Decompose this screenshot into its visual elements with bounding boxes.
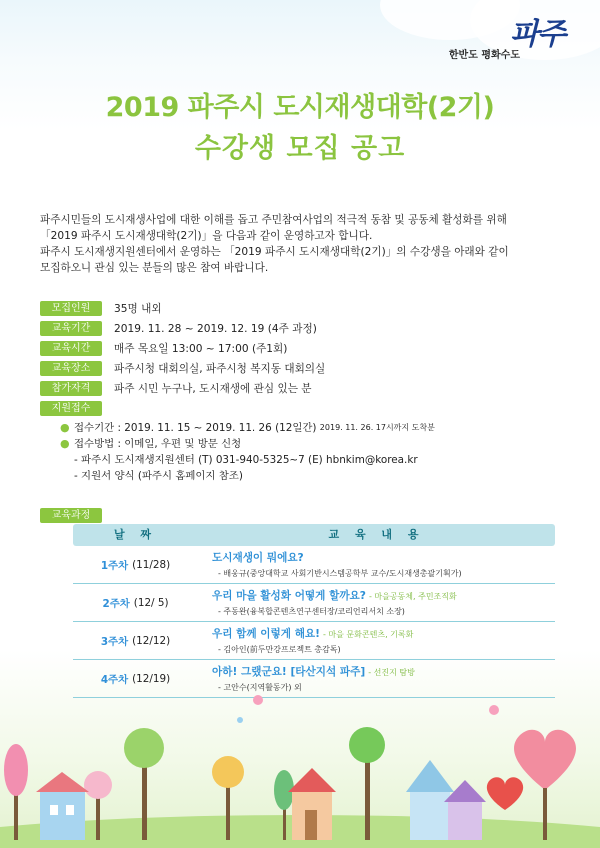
- balloon-icon: [253, 695, 263, 705]
- bullet-icon: ●: [60, 421, 70, 434]
- bullet-icon: ●: [60, 437, 70, 450]
- info-label: 참가자격: [40, 381, 102, 396]
- topic-title: 우리 마을 활성화 어떻게 할까요?: [212, 590, 366, 602]
- logo-mark: 파주: [510, 17, 564, 52]
- schedule-label-wrap: [40, 503, 114, 523]
- topic-sub: - 선진지 탐방: [368, 668, 415, 677]
- title-line-2: 수강생 모집 공고: [194, 133, 406, 164]
- intro-line: 「2019 파주시 도시재생대학(2기)」을 다음과 같이 운영하고자 합니다.: [40, 230, 373, 242]
- info-value: 매주 목요일 13:00 ~ 17:00 (주1회): [114, 343, 288, 355]
- info-label: 교육기간: [40, 321, 102, 336]
- topic-sub: - 마을공동체, 주민조직화: [368, 592, 457, 601]
- paju-logo: [448, 17, 564, 61]
- house-icon: [36, 772, 89, 840]
- info-list: [40, 299, 570, 419]
- apply-period: [60, 420, 435, 436]
- intro-line: 파주시민들의 도시재생사업에 대한 이해를 돕고 주민참여사업의 적극적 동참 및 공동체 활성화를 위해: [40, 214, 507, 226]
- info-row: [40, 299, 570, 318]
- table-header: [73, 524, 555, 546]
- header-date: 날 짜: [113, 528, 158, 541]
- topic-title: 아하! 그랬군요! [타산지석 파주]: [212, 666, 366, 678]
- logo-slogan: 한반도 평화수도: [448, 50, 520, 61]
- info-value: 파주시청 대회의실, 파주시청 복지동 대회의실: [114, 363, 326, 375]
- topic-sub: - 마을 문화콘텐츠, 기록화: [323, 630, 414, 639]
- info-value: 2019. 11. 28 ~ 2019. 12. 19 (4주 과정): [114, 323, 317, 335]
- title-line-1: 2019 파주시 도시재생대학(2기): [105, 92, 495, 123]
- week-label: 4주차: [100, 674, 129, 686]
- schedule-label: 교육과정: [40, 508, 102, 523]
- balloon-icon: [489, 705, 499, 715]
- info-row: [40, 319, 570, 338]
- apply-center: - 파주시 도시재생지원센터 (T) 031-940-5325~7 (E) hbnkim@korea.kr: [74, 454, 418, 466]
- week-date: (12/12): [132, 634, 171, 647]
- week-label: 3주차: [100, 636, 129, 648]
- week-date: (11/28): [132, 558, 171, 571]
- intro-text: [40, 212, 565, 276]
- info-row: [40, 379, 570, 398]
- heart-icon: [487, 777, 523, 810]
- info-label: 교육시간: [40, 341, 102, 356]
- info-value: 35명 내외: [114, 303, 162, 315]
- intro-line: 모집하오니 관심 있는 분들의 많은 참여 바랍니다.: [40, 262, 269, 274]
- info-row: [40, 359, 570, 378]
- poster-title: [0, 88, 600, 170]
- table-row: [73, 584, 555, 622]
- info-label: 교육장소: [40, 361, 102, 376]
- apply-period-note: 2019. 11. 26. 17시까지 도착분: [319, 423, 435, 432]
- apply-period-text: 접수기간 : 2019. 11. 15 ~ 2019. 11. 26 (12일간): [74, 422, 317, 434]
- apply-details: [60, 420, 435, 484]
- info-label: 모집인원: [40, 301, 102, 316]
- apply-form: - 지원서 양식 (파주시 홈페이지 참조): [74, 470, 243, 482]
- balloon-icon: [237, 717, 243, 723]
- lecturer: - 배웅규(중앙대학교 사회기반시스템공학부 교수/도시재생총괄기획가): [218, 569, 462, 578]
- week-date: (12/19): [132, 672, 171, 685]
- lecturer: - 고안수(지역활동가) 외: [218, 683, 302, 692]
- village-illustration: [0, 640, 600, 848]
- lecturer: - 주동완(융복합콘텐츠연구센터장/코리언리서치 소장): [218, 607, 405, 616]
- intro-line: 파주시 도시재생지원센터에서 운영하는 「2019 파주시 도시재생대학(2기)」의 수강생을 아래와 같이: [40, 246, 509, 258]
- lecturer: - 김아인(前두만강프로젝트 총감독): [218, 645, 341, 654]
- header-content: 교 육 내 용: [328, 528, 425, 541]
- week-label: 2주차: [102, 598, 130, 610]
- info-row: [40, 399, 570, 418]
- info-label: 지원접수: [40, 401, 102, 416]
- topic-title: 도시재생이 뭐에요?: [212, 552, 304, 564]
- table-row: [73, 546, 555, 584]
- info-row: [40, 339, 570, 358]
- week-label: 1주차: [100, 560, 129, 572]
- week-date: (12/ 5): [133, 596, 169, 609]
- topic-title: 우리 함께 이렇게 해요!: [212, 628, 320, 640]
- info-value: 파주 시민 누구나, 도시재생에 관심 있는 분: [114, 383, 312, 395]
- apply-method: [60, 436, 435, 452]
- house-icon: [288, 768, 336, 840]
- apply-method-text: 접수방법 : 이메일, 우편 및 방문 신청: [74, 438, 242, 450]
